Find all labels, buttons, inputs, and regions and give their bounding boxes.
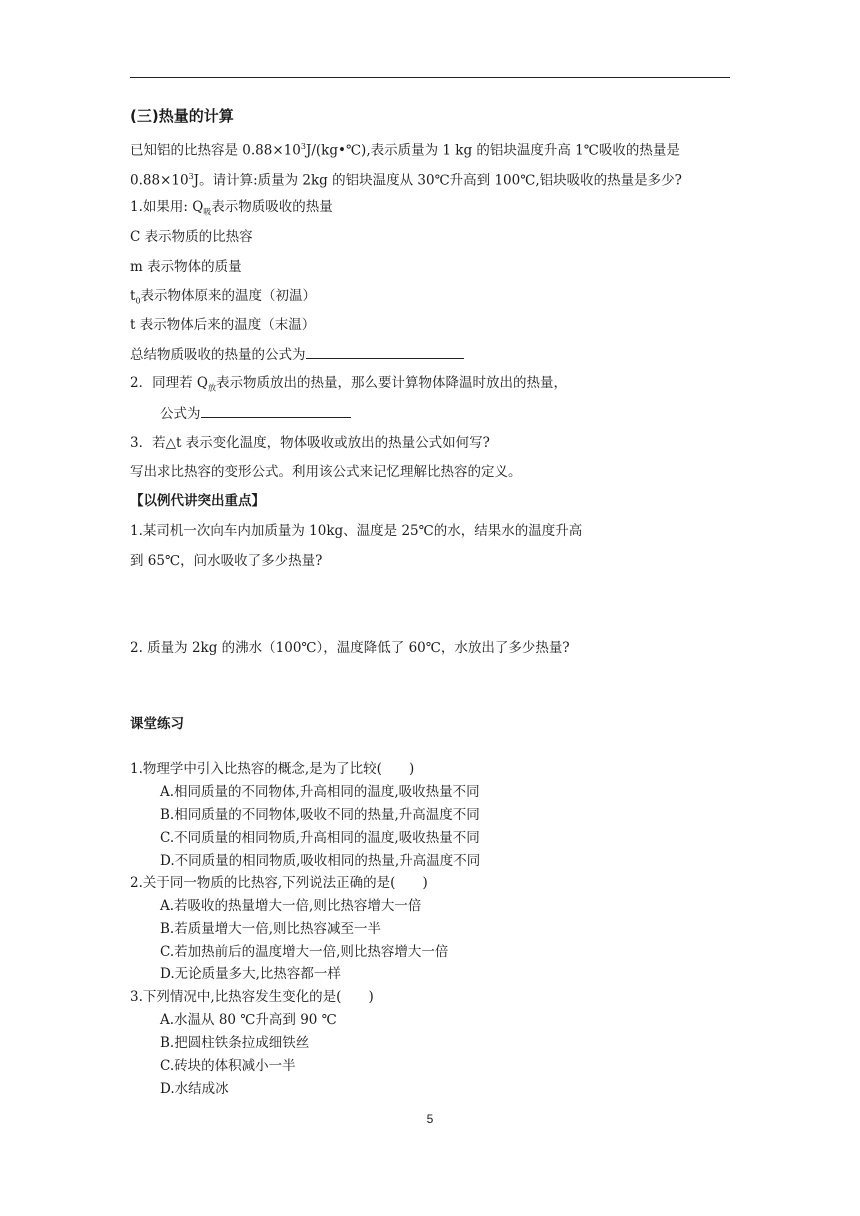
q1-definition-t0: $t_0$表示物体原来的温度（初温） [130, 288, 317, 306]
practice-2-option-d: D.无论质量多大,比热容都一样 [160, 966, 341, 982]
q1-definition-c: C 表示物质的比热容 [130, 229, 253, 245]
practice-2-option-c: C.若加热前后的温度增大一倍,则比热容增大一倍 [160, 944, 449, 960]
practice-3-option-d: D.水结成冰 [160, 1081, 229, 1097]
q1-summary: 总结物质吸收的热量的公式为 [130, 344, 464, 365]
practice-3-option-c: C.砖块的体积减小一半 [160, 1058, 296, 1074]
q1-definition-q: 1.如果用: $Q_吸$表示物质吸收的热量 [130, 199, 333, 217]
section-title: (三)热量的计算 [130, 107, 234, 125]
practice-1-option-d: D.不同质量的相同物质,吸收相同的热量,升高温度不同 [160, 853, 481, 869]
practice-1-option-c: C.不同质量的相同物质,升高相同的温度,吸收热量不同 [160, 830, 480, 846]
q2-formula: 公式为 [160, 403, 351, 424]
q1-definition-m: m 表示物体的质量 [130, 259, 242, 275]
formula-blank-2[interactable] [201, 403, 351, 418]
practice-3-option-b: B.把圆柱铁条拉成细铁丝 [160, 1035, 310, 1051]
practice-3-option-a: A.水温从 80 ℃升高到 90 ℃ [160, 1012, 337, 1028]
practice-2-option-b: B.若质量增大一倍,则比热容减至一半 [160, 921, 382, 937]
q3-line: 3．若△t 表示变化温度，物体吸收或放出的热量公式如何写? [130, 435, 490, 451]
practice-3-stem: 3.下列情况中,比热容发生变化的是( ) [130, 989, 374, 1005]
header-rule [130, 77, 730, 78]
example-1-line-1: 1.某司机一次向车内加质量为 10kg、温度是 25℃的水，结果水的温度升高 [130, 523, 583, 539]
q2-line: 2．同理若 $Q_放$表示物质放出的热量，那么要计算物体降温时放出的热量， [130, 375, 567, 393]
formula-blank-1[interactable] [306, 344, 464, 359]
practice-1-option-b: B.相同质量的不同物体,吸收不同的热量,升高温度不同 [160, 807, 480, 823]
practice-1-stem: 1.物理学中引入比热容的概念,是为了比较( ) [130, 761, 415, 777]
example-2: 2. 质量为 2kg 的沸水（100℃），温度降低了 60℃，水放出了多少热量? [130, 640, 570, 656]
practice-heading: 课堂练习 [130, 716, 184, 732]
q3-line-2: 写出求比热容的变形公式。利用该公式来记忆理解比热容的定义。 [130, 464, 522, 480]
practice-2-option-a: A.若吸收的热量增大一倍,则比热容增大一倍 [160, 898, 422, 914]
q1-definition-t: t 表示物体后来的温度（末温） [130, 317, 316, 333]
intro-line-1: 已知铝的比热容是 $0.88\times 10^3J/(kg•℃)$,表示质量为 1 kg 的铝块温度升高 1℃吸收的热量是 [130, 142, 680, 159]
example-1-line-2: 到 65℃，问水吸收了多少热量? [130, 553, 323, 569]
intro-line-2: $0.88\times 10^3J$。请计算:质量为 2kg 的铝块温度从 30℃升高到 100℃,铝块吸收的热量是多少? [130, 172, 682, 189]
practice-2-stem: 2.关于同一物质的比热容,下列说法正确的是( ) [130, 875, 428, 891]
example-heading: 【以例代讲突出重点】 [130, 493, 265, 509]
practice-1-option-a: A.相同质量的不同物体,升高相同的温度,吸收热量不同 [160, 784, 480, 800]
page-number: 5 [426, 1112, 434, 1126]
